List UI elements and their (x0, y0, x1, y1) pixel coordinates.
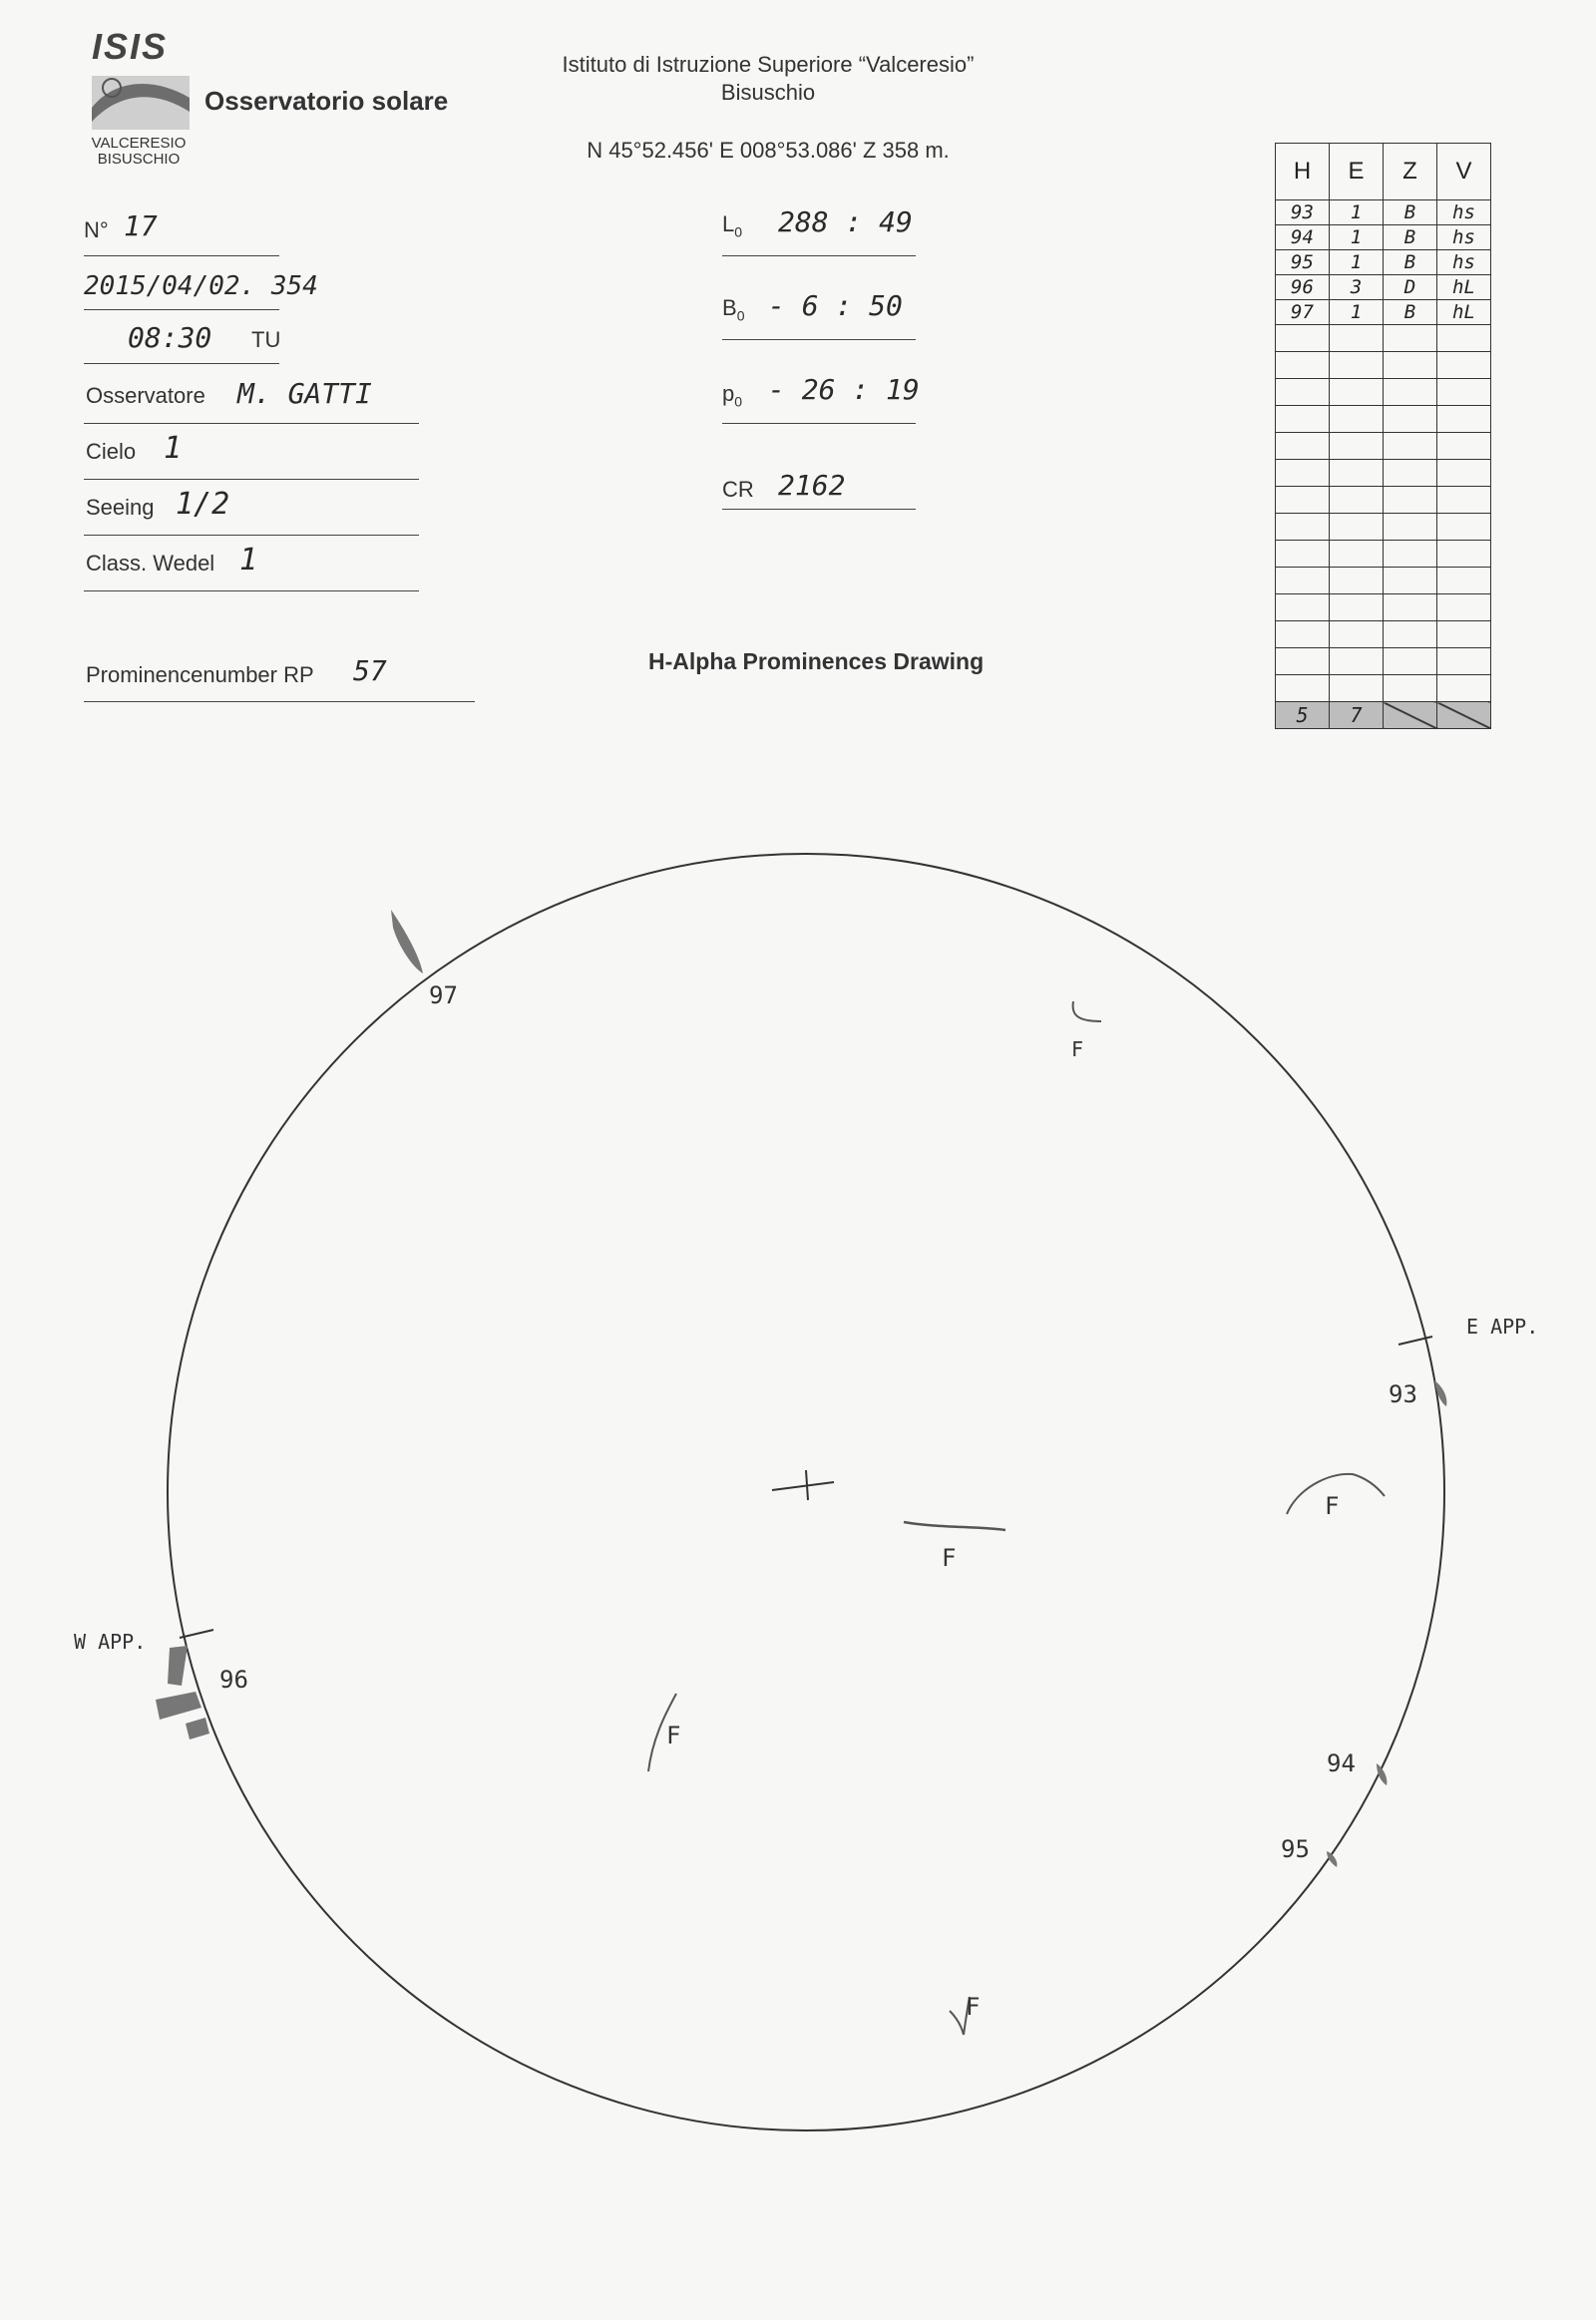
observer-label: Osservatore (86, 383, 205, 408)
label-f4: F (666, 1722, 681, 1749)
table-cell: B (1384, 200, 1437, 225)
wedel-label: Class. Wedel (86, 551, 215, 576)
table-cell: D (1384, 275, 1437, 300)
total-h: 5 (1276, 702, 1330, 729)
label-94: 94 (1327, 1749, 1356, 1777)
table-cell: 1 (1330, 225, 1384, 250)
table-cell: hs (1437, 200, 1491, 225)
prom-value: 57 (353, 654, 387, 687)
table-cell: 96 (1276, 275, 1330, 300)
logo-wave-icon (86, 68, 196, 138)
sky-label: Cielo (86, 439, 137, 464)
time-rule (84, 363, 279, 364)
table-cell: B (1384, 250, 1437, 275)
l0-rule (722, 255, 916, 256)
l0-value: 288 : 49 (778, 205, 913, 238)
center-cross (772, 1470, 834, 1500)
prominence-table (1275, 143, 1491, 729)
prominence-94 (1377, 1763, 1387, 1785)
prominence-95 (1327, 1851, 1337, 1867)
prominence-96 (156, 1646, 209, 1740)
time-unit: TU (251, 327, 281, 352)
observer-rule (84, 423, 419, 424)
l0-label: $L_0$ (722, 211, 743, 240)
col-v-header: V (1437, 144, 1491, 200)
table-row (1276, 300, 1491, 325)
logo (84, 26, 203, 166)
date-rule (84, 309, 279, 310)
b0-rule (722, 339, 916, 340)
table-cell: 1 (1330, 300, 1384, 325)
table-cell: B (1384, 225, 1437, 250)
table-cell: 1 (1330, 250, 1384, 275)
number-label: N° (84, 217, 109, 242)
observer-value: M. GATTI (237, 377, 372, 410)
filament-1 (1073, 1001, 1101, 1021)
total-z-crossed (1384, 702, 1437, 729)
table-row (1276, 250, 1491, 275)
label-f1: F (1071, 1037, 1084, 1061)
label-w-app: W APP. (74, 1630, 147, 1654)
label-f5: F (966, 1993, 981, 2021)
logo-wordmark: ISIS (92, 26, 169, 67)
label-96: 96 (219, 1666, 248, 1694)
seeing-value: 1/2 (176, 487, 230, 522)
logo-line1: VALCERESIO (91, 135, 187, 152)
b0-value: - 6 : 50 (768, 289, 903, 322)
wedel-rule (84, 590, 419, 591)
w-axis-tick (180, 1630, 213, 1638)
seeing-label: Seeing (86, 495, 155, 520)
label-93: 93 (1389, 1380, 1417, 1408)
e-axis-tick (1398, 1337, 1432, 1345)
prom-rule (84, 701, 475, 702)
table-cell: 97 (1276, 300, 1330, 325)
p0-rule (722, 423, 916, 424)
col-h-header: H (1276, 144, 1330, 200)
cr-value: 2162 (778, 469, 846, 502)
table-row (1276, 225, 1491, 250)
p0-label: $p_0$ (722, 381, 743, 410)
table-cell: hs (1437, 250, 1491, 275)
table-row (1276, 275, 1491, 300)
drawing-title: H-Alpha Prominences Drawing (648, 648, 985, 674)
prom-label: Prominencenumber RP (86, 662, 314, 687)
table-cell: hs (1437, 225, 1491, 250)
label-f2: F (942, 1544, 957, 1572)
table-cell: hL (1437, 300, 1491, 325)
table-cell: B (1384, 300, 1437, 325)
sky-rule (84, 479, 419, 480)
solar-limb (168, 854, 1444, 2130)
table-row (1276, 200, 1491, 225)
table-cell: 3 (1330, 275, 1384, 300)
cr-rule (722, 509, 916, 510)
table-cell: 95 (1276, 250, 1330, 275)
table-totals-row (1276, 702, 1491, 729)
label-e-app: E APP. (1466, 1315, 1539, 1339)
time-value: 08:30 (128, 321, 212, 354)
institute-town: Bisuschio (720, 80, 816, 105)
total-e: 7 (1330, 702, 1384, 729)
wedel-value: 1 (239, 543, 258, 578)
table-cell: 94 (1276, 225, 1330, 250)
p0-value: - 26 : 19 (768, 373, 920, 406)
label-95: 95 (1281, 1835, 1310, 1863)
prominence-97 (391, 910, 423, 973)
prominence-93 (1434, 1380, 1446, 1406)
seeing-rule (84, 535, 419, 536)
label-f3: F (1325, 1492, 1340, 1520)
institute-name: Istituto di Istruzione Superiore “Valceresio” (562, 52, 975, 77)
b0-label: $B_0$ (722, 295, 745, 324)
number-value: 17 (124, 209, 158, 242)
filament-2 (904, 1522, 1005, 1530)
col-z-header: Z (1384, 144, 1437, 200)
table-cell: hL (1437, 275, 1491, 300)
label-97: 97 (429, 981, 458, 1009)
total-v-crossed (1437, 702, 1491, 729)
institute-coords: N 45°52.456' E 008°53.086' Z 358 m. (587, 138, 950, 163)
number-rule (84, 255, 279, 256)
col-e-header: E (1330, 144, 1384, 200)
cr-label: CR (722, 477, 754, 502)
logo-line2: BISUSCHIO (97, 151, 181, 168)
sky-value: 1 (164, 431, 183, 466)
table-cell: 93 (1276, 200, 1330, 225)
table-cell: 1 (1330, 200, 1384, 225)
date-value: 2015/04/02. 354 (84, 271, 318, 301)
observatory-title: Osservatorio solare (204, 86, 449, 116)
